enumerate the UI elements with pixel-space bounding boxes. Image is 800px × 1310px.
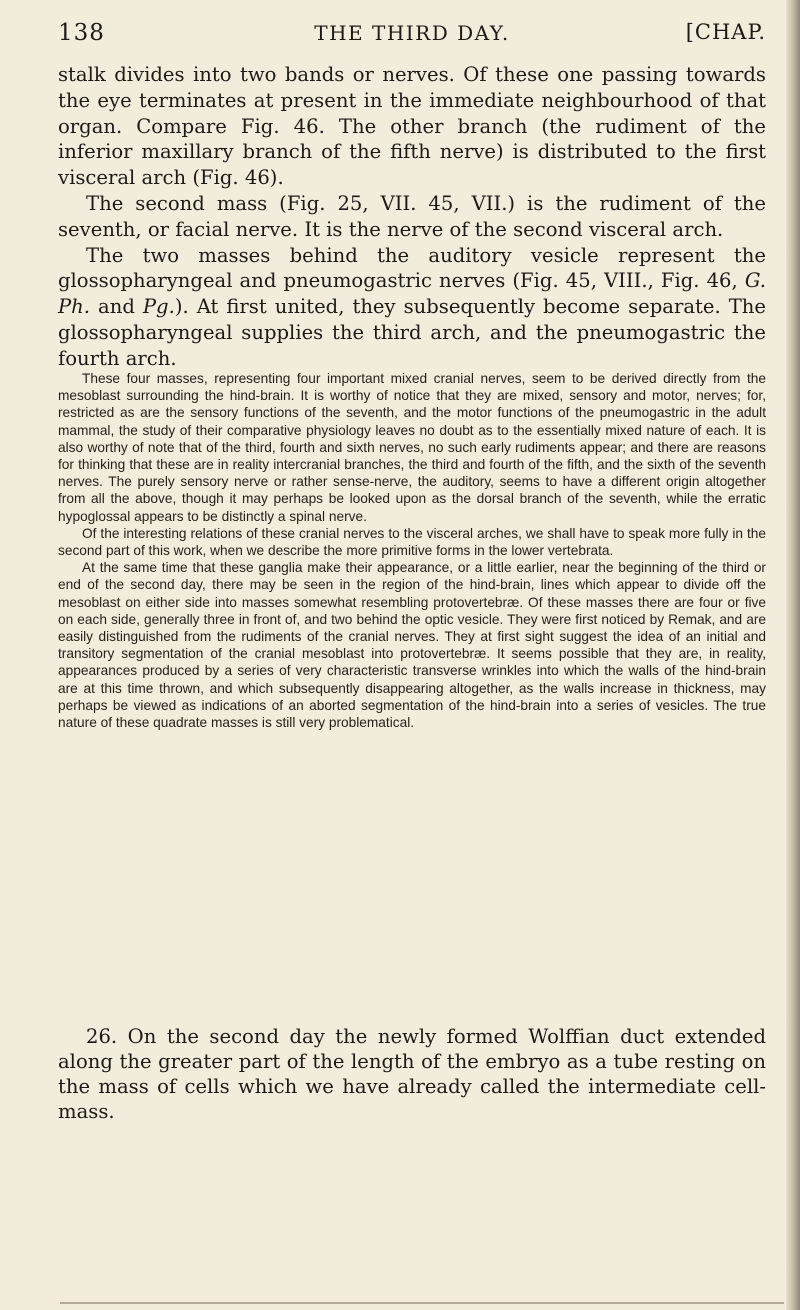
note-paragraph: At the same time that these ganglia make their appearance, or a little earlier, near the beginning of the third or end of the second day, there may be seen in the region of the hind-brain, lines which appear to divide off the mesoblast on either side into masses somewhat resembling protovertebræ. Of these masses there are four or five on each side, generally three in front of, and two behind the optic vesicle. They were first noticed by Remak, and are easily distinguished from the rudiments of the cranial nerves. They at first sight suggest the idea of an initial and transitory segmentation of the cranial mesoblast into protovertebræ. It seems possible that they are, in reality, appearances produced by a series of very characteristic transverse wrinkles into which the walls of the hind-brain are at this time thrown, and which subsequently disappearing altogether, as the walls increase in thickness, may perhaps be viewed as indications of an aborted segmentation of the hind-brain into a series of vesicles. The true nature of these quadrate masses is still very problematical. bbox=[58, 560, 766, 731]
main-text bbox=[58, 62, 766, 372]
bottom-edge-rule bbox=[60, 1302, 784, 1304]
section-number: 26. bbox=[86, 1025, 118, 1048]
running-title: THE THIRD DAY. bbox=[314, 21, 510, 45]
chapter-tag: [CHAP. bbox=[685, 20, 766, 44]
page-number: 138 bbox=[58, 20, 105, 46]
section-paragraph bbox=[58, 1024, 766, 1124]
paragraph-two-masses-part-a: The two masses behind the auditory vesicle represent the glossopharyngeal and pneumogastric nerves (Fig. 45, VIII., Fig. 46, bbox=[58, 243, 766, 293]
paragraph-second-mass: The second mass (Fig. 25, VII. 45, VII.) is the rudiment of the seventh, or facial nerve. It is the nerve of the second visceral arch. bbox=[58, 191, 766, 241]
paragraph-two-masses-part-c: ). At first united, they subsequently become separate. The glossopharyngeal supplies the third arch, and the pneumogastric the fourth arch. bbox=[58, 295, 766, 370]
page-edge-shadow bbox=[786, 0, 800, 1310]
section-body: On the second day the newly formed Wolffian duct extended along the greater part of the length of the embryo as a tube resting on the mass of cells which we have already called the intermediate cell-mass. bbox=[58, 1025, 767, 1123]
note-paragraph: These four masses, representing four important mixed cranial nerves, seem to be derived directly from the mesoblast surrounding the hind-brain. It is worthy of notice that they are mixed, sensory and motor, nerves; for, restricted as are the sensory functions of the seventh, and the motor functions of the pneumogastric in the adult mammal, the study of their comparative physiology leaves no doubt as to the essentially mixed nature of each. It is also worthy of note that of the third, fourth and sixth nerves, no such early rudiments appear; and there are reasons for thinking that these are in reality intercranial branches, the third and fourth of the fifth, and the sixth of the seventh nerves. The purely sensory nerve or rather sense-nerve, the auditory, seems to have a different origin altogether from all the above, though it may perhaps be looked upon as the dorsal branch of the seventh, while the erratic hypoglossal appears to be distinctly a spinal nerve. bbox=[58, 371, 766, 524]
paragraph-two-masses bbox=[58, 243, 766, 372]
running-header bbox=[58, 20, 766, 54]
figure-label-gph: G. Ph. bbox=[58, 269, 766, 319]
paragraph-continuation: stalk divides into two bands or nerves. Of these one passing towards the eye terminates at present in the immediate neighbourhood of that organ. Compare Fig. 46. The other branch (the rudiment of the inferior maxillary branch of the fifth nerve) is distributed to the first visceral arch (Fig. 46). bbox=[58, 63, 766, 190]
section-26 bbox=[58, 1024, 766, 1124]
small-print-notes bbox=[58, 370, 766, 731]
figure-label-pg: Pg. bbox=[142, 295, 175, 319]
paragraph-two-masses-part-b: and bbox=[90, 295, 143, 319]
note-paragraph: Of the interesting relations of these cranial nerves to the visceral arches, we shall have to speak more fully in the second part of this work, when we describe the more primitive forms in the lower vertebrata. bbox=[58, 525, 766, 559]
